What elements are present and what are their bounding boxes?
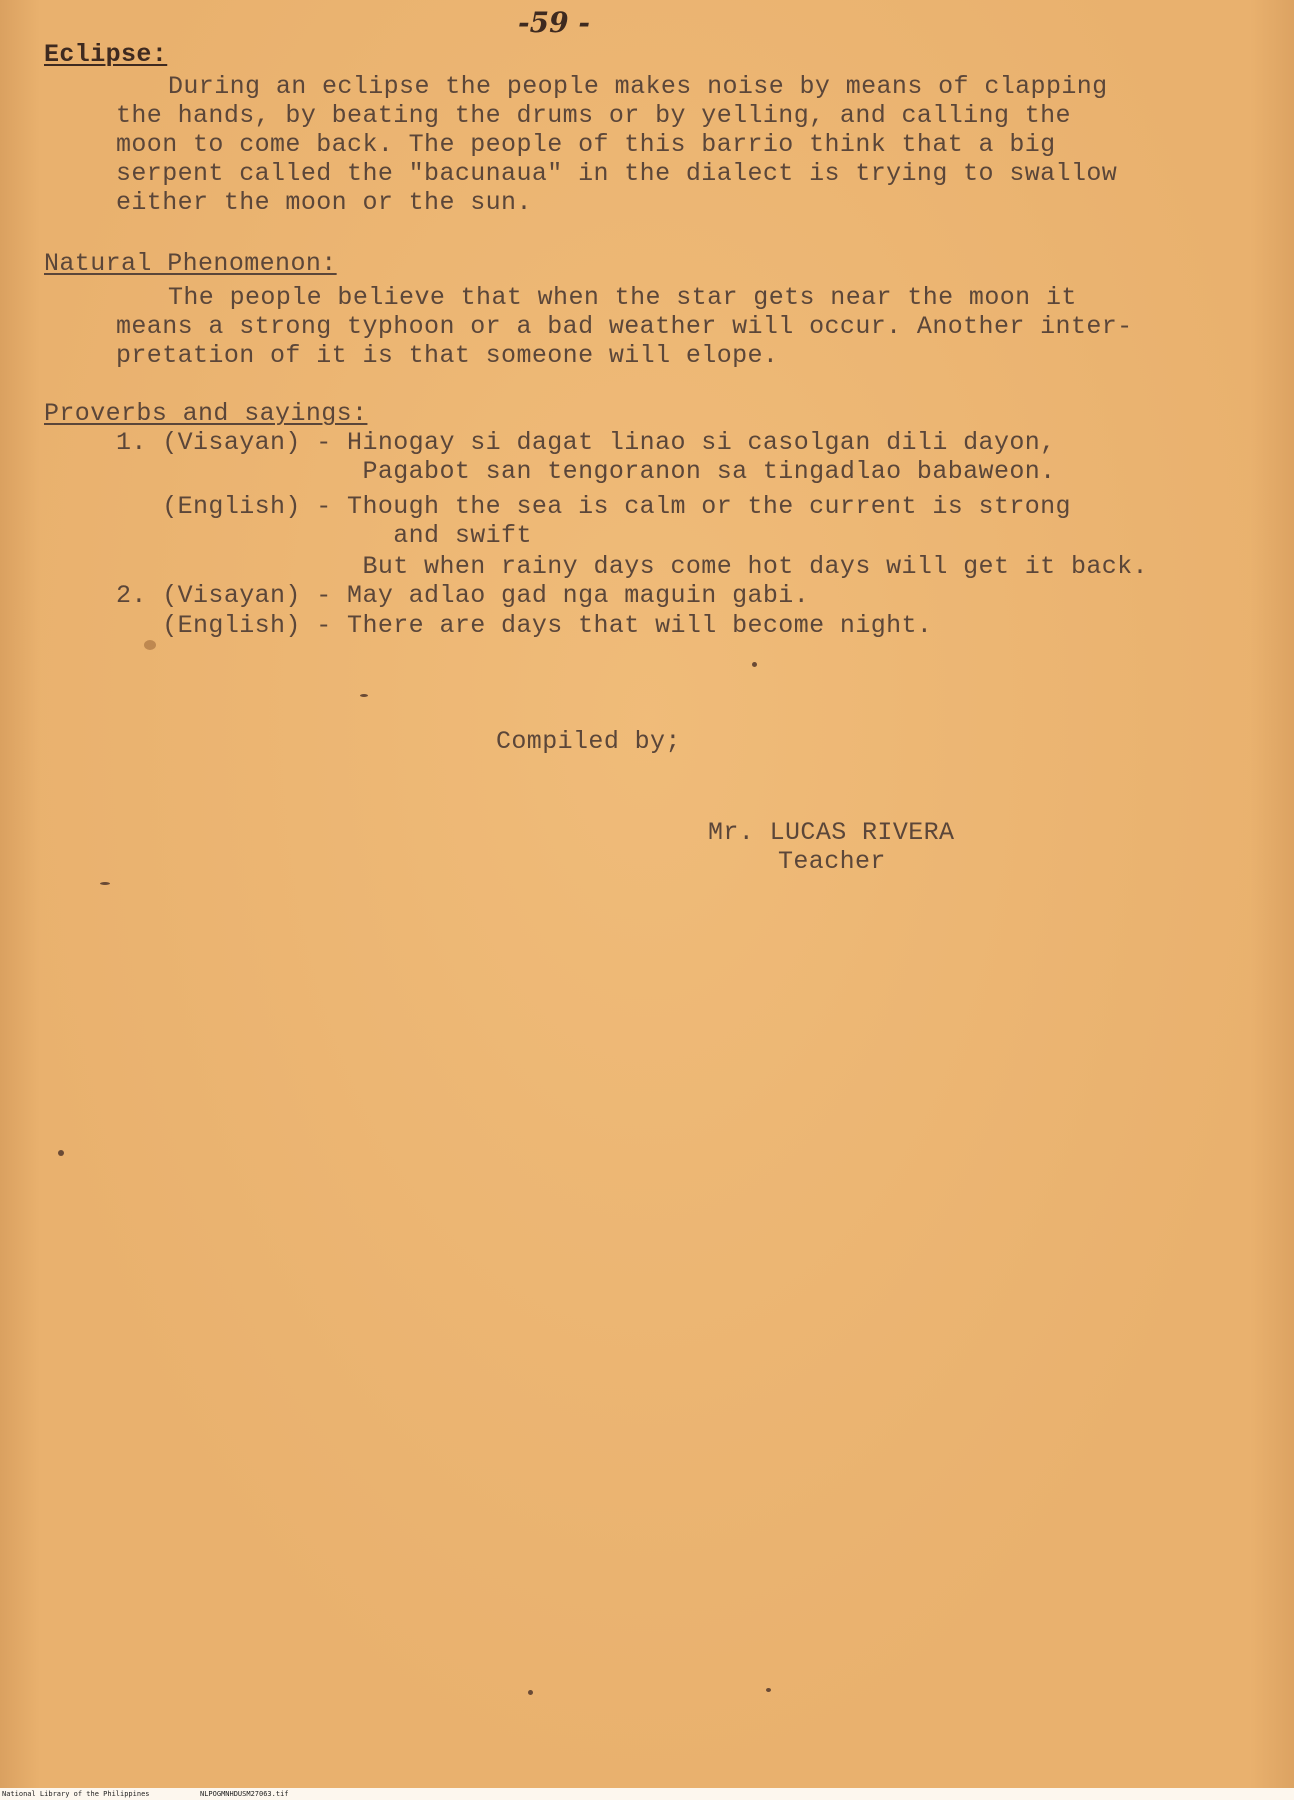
proverb-2-english: (English) - There are days that will become night.: [116, 611, 933, 640]
proverb-1-english-line-2: and swift: [116, 521, 532, 550]
natural-phenomenon-heading: Natural Phenomenon:: [44, 249, 337, 278]
proverb-1-visayan-line-1: 1. (Visayan) - Hinogay si dagat linao si casolgan dili dayon,: [116, 428, 1056, 457]
eclipse-line-1: During an eclipse the people makes noise by means of clapping: [168, 72, 1108, 101]
footer-library: National Library of the Philippines: [2, 1790, 150, 1798]
eclipse-line-3: moon to come back. The people of this barrio think that a big: [116, 130, 1056, 159]
paper-speck: [766, 1688, 771, 1692]
footer-bar: [0, 1788, 1294, 1800]
paper-speck: [360, 694, 368, 697]
paper-speck: [528, 1690, 533, 1695]
paper-speck: [752, 662, 757, 667]
eclipse-line-5: either the moon or the sun.: [116, 188, 532, 217]
natural-phenomenon-line-1: The people believe that when the star gets near the moon it: [168, 283, 1077, 312]
eclipse-heading: Eclipse:: [44, 40, 168, 69]
proverbs-heading: Proverbs and sayings:: [44, 399, 368, 428]
paper-stain: [144, 640, 156, 650]
paper-speck: [58, 1150, 64, 1156]
compiler-name: Mr. LUCAS RIVERA: [708, 818, 955, 847]
footer-filename: NLPOGMNHDUSM27063.tif: [200, 1790, 289, 1798]
proverb-2-visayan: 2. (Visayan) - May adlao gad nga maguin gabi.: [116, 581, 810, 610]
natural-phenomenon-line-2: means a strong typhoon or a bad weather will occur. Another inter-: [116, 312, 1133, 341]
compiled-by-label: Compiled by;: [496, 727, 681, 756]
proverb-1-english-line-1: (English) - Though the sea is calm or the current is strong: [116, 492, 1071, 521]
natural-phenomenon-line-3: pretation of it is that someone will elope.: [116, 341, 779, 370]
page-number: -59 -: [518, 6, 590, 39]
paper-speck: [100, 882, 110, 885]
eclipse-line-2: the hands, by beating the drums or by yelling, and calling the: [116, 101, 1071, 130]
proverb-1-visayan-line-2: Pagabot san tengoranon sa tingadlao babaweon.: [116, 457, 1056, 486]
eclipse-line-4: serpent called the "bacunaua" in the dialect is trying to swallow: [116, 159, 1118, 188]
proverb-1-english-line-3: But when rainy days come hot days will get it back.: [116, 552, 1148, 581]
compiler-title: Teacher: [778, 847, 886, 876]
